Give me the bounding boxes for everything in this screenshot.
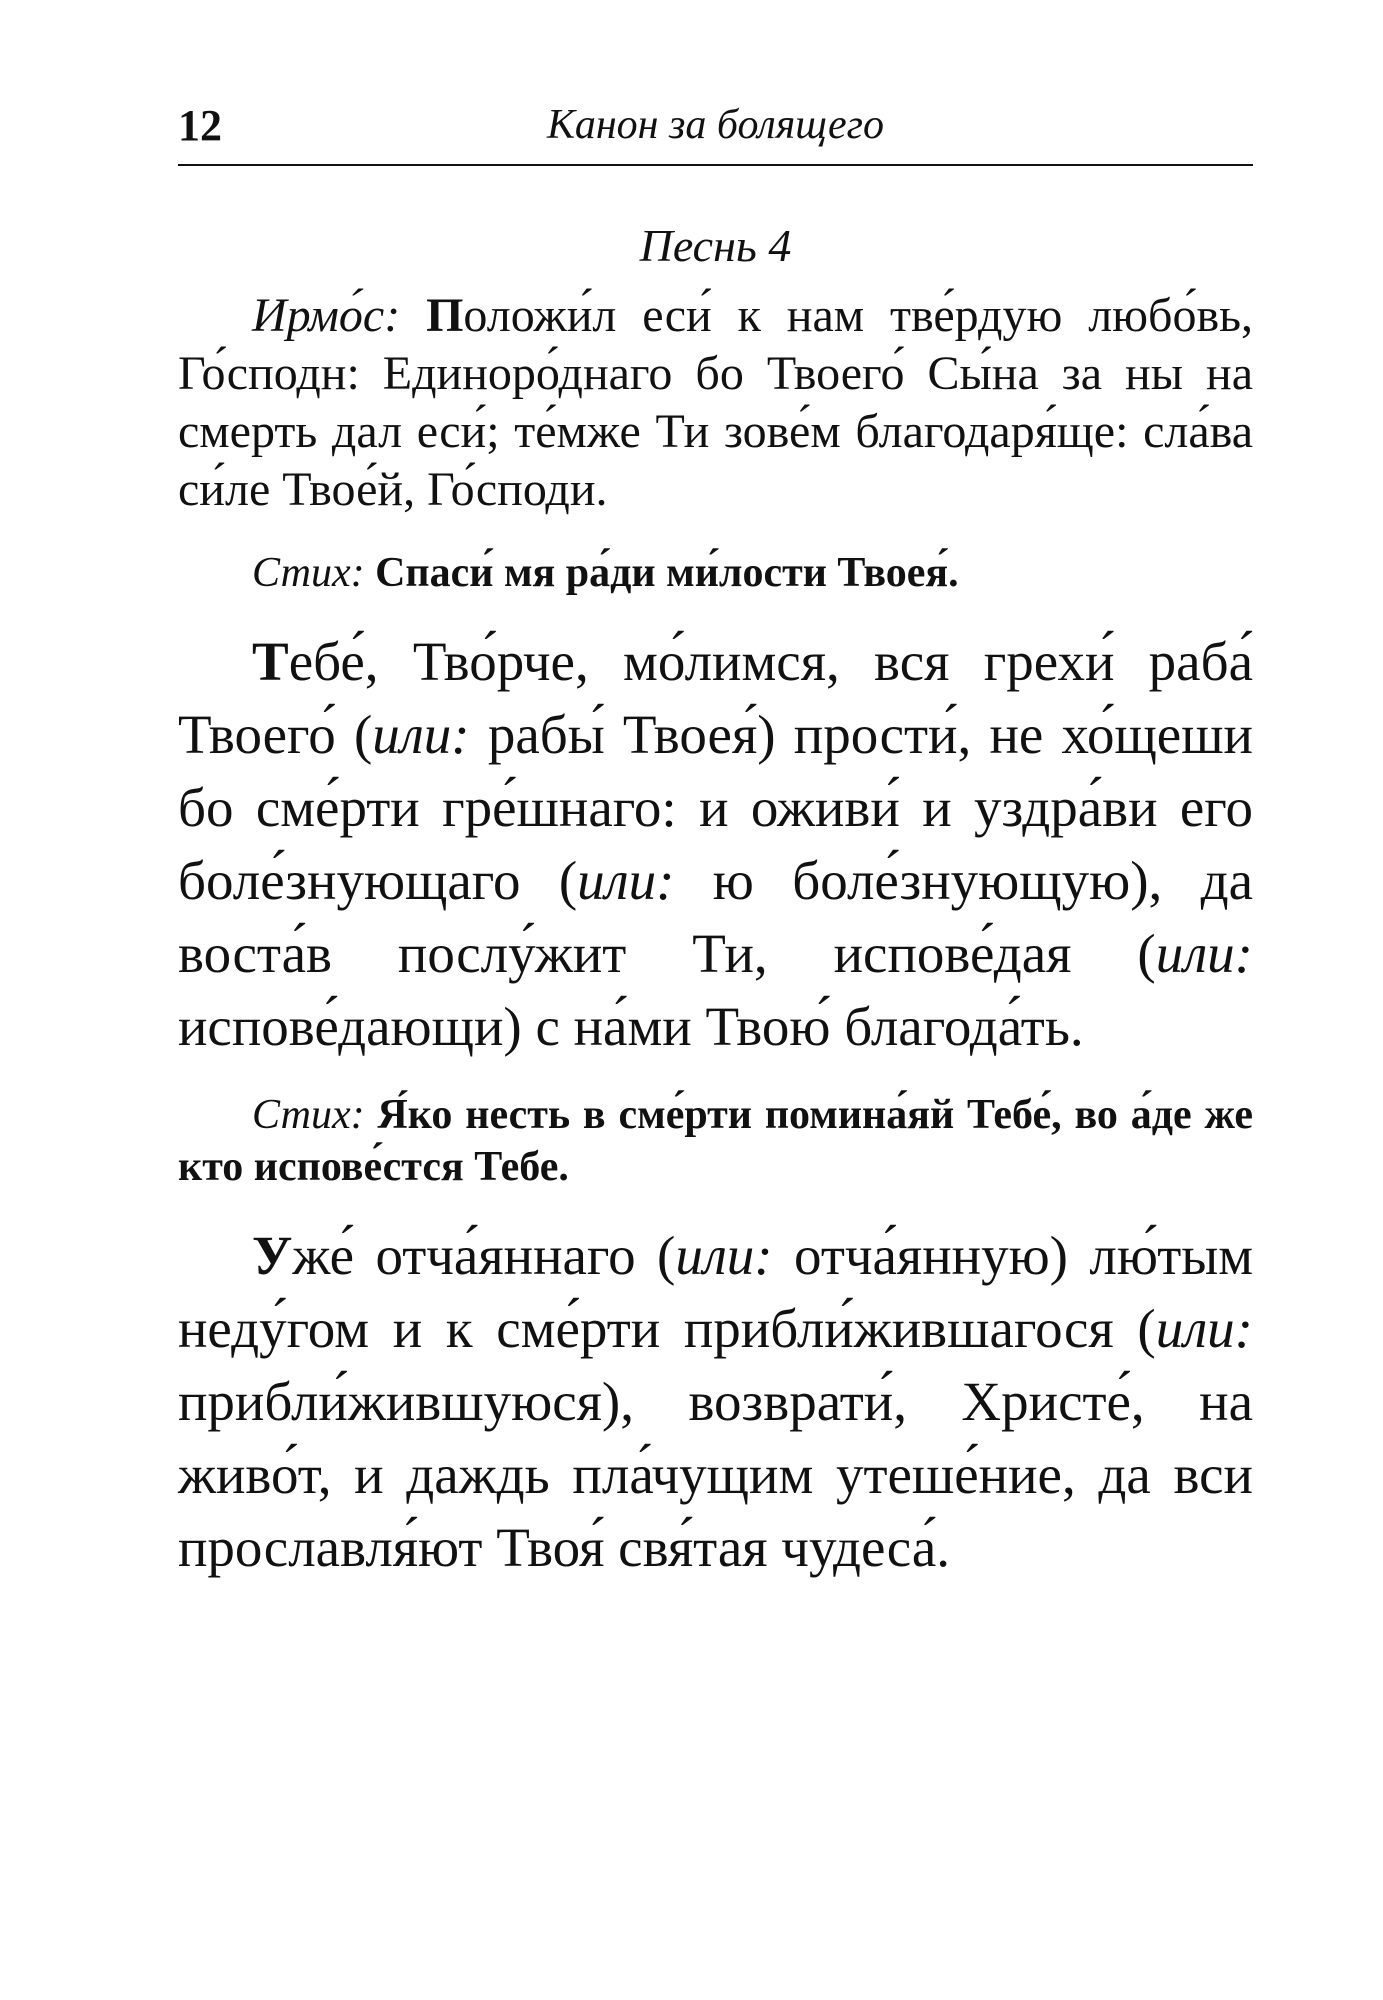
troparion-2-initial: У xyxy=(252,1224,293,1286)
running-title: Канон за болящего xyxy=(546,102,885,148)
verse-1-text: Спаси́ мя ра́ди ми́лости Твоея́. xyxy=(375,549,959,596)
irmos-initial: П xyxy=(426,288,464,342)
troparion-1-initial: Т xyxy=(252,630,289,692)
page-header xyxy=(178,92,1253,166)
troparion-1-note-1-text: рабы́ Твоея́) прости́, не хо́щеши бо сме́рти гре́шнаго: и оживи́ и уздра́ви его боле́знующаго ( xyxy=(178,703,1253,911)
troparion-1-note-3-label: или: xyxy=(1155,922,1253,984)
verse-2-text: Я́ко несть в сме́рти помина́яй Тебе́, во а́де же кто испове́стся Тебе. xyxy=(178,1091,1253,1190)
irmos-paragraph xyxy=(178,287,1253,519)
troparion-1-note-2-label: или: xyxy=(577,849,675,911)
troparion-1-text-1: ебе́, Тво́рче, мо́лимся, вся грехи́ раба́ Твоего́ ( xyxy=(178,630,1253,765)
irmos-text: оложи́л еси́ к нам тве́рдую любо́вь, Го́сподн: Единоро́днаго бо Твоего́ Сы́на за ны на смерть дал еси́; те́мже Ти зове́м благодаря́ще: сла́ва си́ле Твое́й, Го́споди. xyxy=(178,288,1253,516)
ode-title: Песнь 4 xyxy=(639,220,792,271)
troparion-1-note-1-label: или: xyxy=(372,703,470,765)
troparion-2-note-1-text: отча́янную) лю́тым неду́гом и к сме́рти прибли́жившагося ( xyxy=(178,1224,1253,1359)
troparion-2-note-1-label: или: xyxy=(675,1224,773,1286)
troparion-2-note-2-label: или: xyxy=(1155,1297,1253,1359)
troparion-2-text-1: же́ отча́яннаго ( xyxy=(292,1224,676,1286)
verse-1 xyxy=(178,547,1253,599)
troparion-2-note-2-text: прибли́жившуюся), возврати́, Христе́, на живо́т, и даждь пла́чущим утеше́ние, да вси прославля́ют Твоя́ свя́тая чудеса́. xyxy=(178,1370,1253,1578)
verse-2-label: Стих: xyxy=(252,1091,365,1138)
troparion-1-note-2-text: ю боле́знующую), да воста́в послу́жит Ти, испове́дая ( xyxy=(178,849,1253,984)
troparion-1 xyxy=(178,625,1253,1063)
troparion-1-note-3-text: испове́дающи) с на́ми Твою́ благода́ть. xyxy=(178,995,1084,1057)
verse-1-label: Стих: xyxy=(252,549,365,596)
irmos-label: Ирмо́с: xyxy=(252,288,401,342)
page-number: 12 xyxy=(178,101,222,150)
troparion-2 xyxy=(178,1219,1253,1584)
page-content xyxy=(178,220,1253,1610)
verse-2 xyxy=(178,1089,1253,1193)
